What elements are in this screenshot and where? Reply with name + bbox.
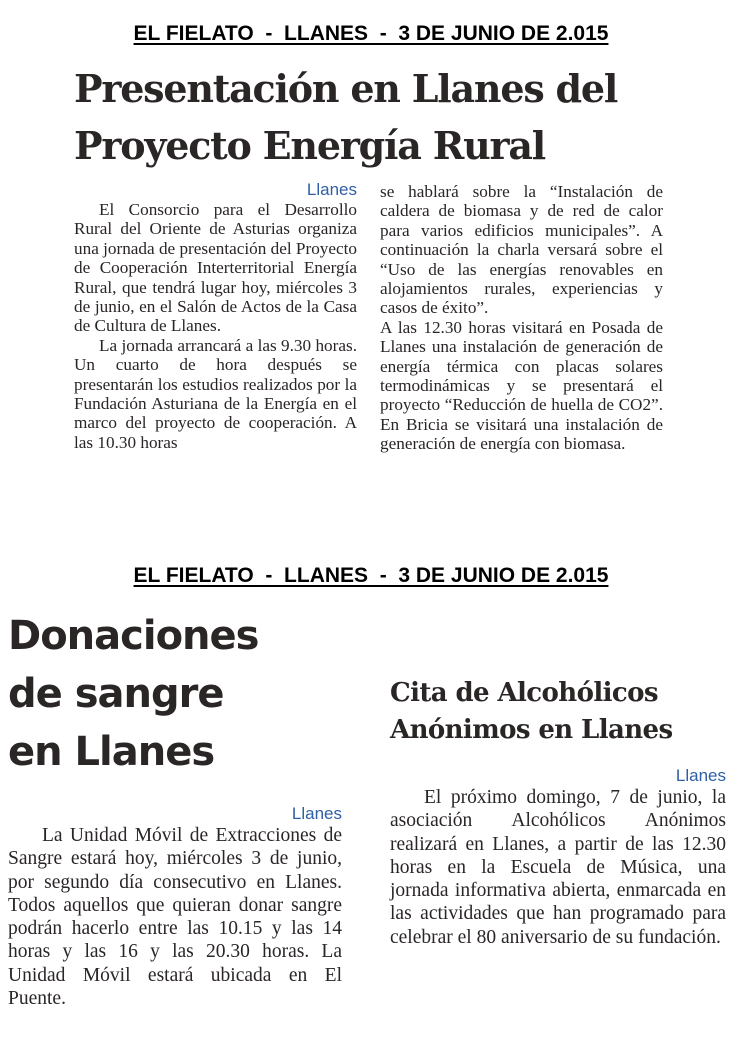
article2-location: Llanes [291,804,342,823]
article1-headline-line1: Presentación en Llanes del [74,66,618,111]
article3-paragraph: El próximo domingo, 7 de junio, la asociación Alcohólicos Anónimos realizará en Llanes, a partir de las 12.30 horas en la Escuela de Música, una jornada informativa abierta, enmarcada en las actividades que han programado para celebrar el 80 aniversario de su fundación. [390,787,726,948]
article3-location: Llanes [675,766,726,785]
article2-headline [8,607,338,781]
article3-headline-line2: Anónimos en Llanes [390,715,673,745]
article1-paragraph: A las 12.30 horas visitará en Posada de Llanes una instalación de generación de energía térmica con placas solares termodinámicas y se presentará el proyecto “Reducción de huella de CO2”. En Bricia se visitará una instalación de generación de energía con biomasa. [380,317,663,454]
article1-paragraph: La jornada arrancará a las 9.30 horas. Un cuarto de hora después se presentarán los estudios realizados por la Fundación Asturiana de la Energía en el marco del proyecto de cooperación. A las 10.30 horas [74,335,357,452]
article3-column [390,766,726,949]
article1-column2 [380,182,663,454]
article1-headline-line2: Proyecto Energía Rural [74,123,545,168]
article1-location: Llanes [306,180,357,199]
clipping-header-bottom: EL FIELATO - LLANES - 3 DE JUNIO DE 2.015 [133,564,609,587]
article3-headline [390,675,735,749]
article2-paragraph: La Unidad Móvil de Extracciones de Sangre estará hoy, miércoles 3 de junio, por segundo día consecutivo en Llanes. Todos aquellos que quieran donar sangre podrán hacerlo entre las 10.15 y las 14 horas y las 16 y las 20.30 horas. La Unidad Móvil estará ubicada en El Puente. [8,825,342,1010]
article1-paragraph: se hablará sobre la “Instalación de caldera de biomasa y de red de calor para varios edificios municipales”. A continuación la charla versará sobre el “Uso de las energías renovables en alojamientos rurales, experiencias y casos de éxito”. [380,182,663,318]
article2-headline-line2: de sangre [8,671,224,717]
article2-headline-line1: Donaciones [8,613,259,659]
article1-headline [74,60,714,174]
article1-paragraph: El Consorcio para el Desarrollo Rural del Oriente de Asturias organiza una jornada de presentación del Proyecto de Cooperación Interterritorial Energía Rural, que tendrá lugar hoy, miércoles 3 de junio, en el Salón de Actos de la Casa de Cultura de Llanes. [74,200,358,336]
article2-column [8,804,342,1010]
article1-column1 [74,180,357,452]
article2-headline-line3: en Llanes [8,729,215,775]
clipping-header-top: EL FIELATO - LLANES - 3 DE JUNIO DE 2.015 [133,22,609,45]
article3-headline-line1: Cita de Alcohólicos [390,678,658,708]
